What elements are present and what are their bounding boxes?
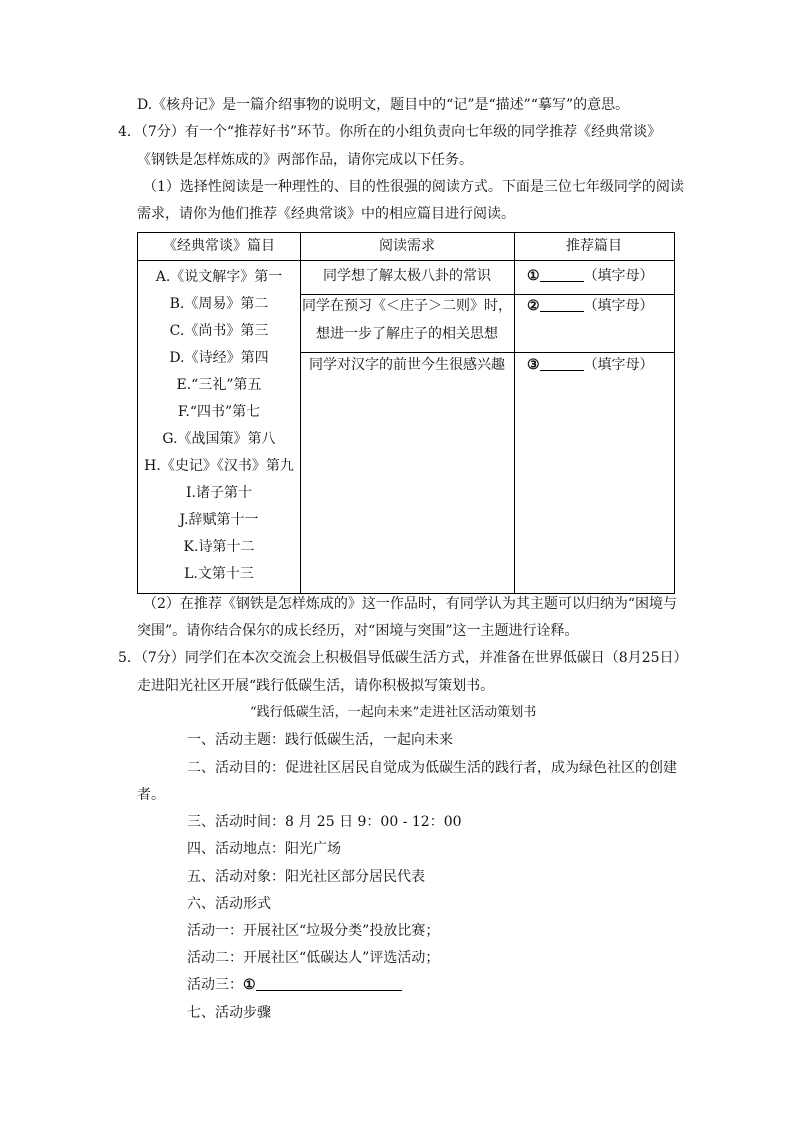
answer-number: ② [527, 298, 540, 314]
answer-hint: （填字母） [583, 268, 654, 284]
plan-activity-1: 活动一：开展社区“垃圾分类”投放比赛； [187, 923, 440, 939]
reading-need-2: 同学在预习《＜庄子＞二则》时， [302, 298, 512, 314]
book-item: L.文第十三 [184, 566, 254, 582]
book-item: K.诗第十二 [183, 539, 255, 555]
q5-stem-line2: 走进阳光社区开展“践行低碳生活，请你积极拟写策划书。 [137, 678, 495, 694]
option-d-text: D.《核舟记》是一篇介绍事物的说明文，题目中的“记”是“描述”“摹写”的意思。 [137, 97, 630, 113]
book-item: H.《史记》《汉书》第九 [144, 458, 294, 474]
reading-need-1: 同学想了解太极八卦的常识 [323, 268, 491, 284]
answer-blank[interactable] [540, 267, 584, 282]
answer-row-3 [527, 355, 654, 375]
recommendation-table [137, 232, 675, 594]
book-item: I.诸子第十 [186, 485, 252, 501]
q5-stem-line1: 5．（7分）同学们在本次交流会上积极倡导低碳生活方式，并准备在世界低碳日（8月25日） [118, 650, 688, 666]
book-item: J.辞赋第十一 [179, 512, 259, 528]
plan-item-form: 六、活动形式 [187, 896, 271, 912]
answer-number: ③ [527, 357, 540, 373]
q4-sub1-line2: 需求，请你为他们推荐《经典常谈》中的相应篇目进行阅读。 [137, 206, 515, 222]
answer-row-1 [527, 266, 654, 286]
book-item: F.“四书”第七 [177, 404, 261, 420]
q4-sub2-line1: （2）在推荐《钢铁是怎样炼成的》这一作品时，有同学认为其主题可以归纳为“困境与 [143, 596, 678, 612]
table-divider [514, 233, 515, 593]
answer-number: ① [243, 977, 256, 993]
book-item: A.《说文解字》第一 [155, 269, 283, 285]
answer-blank[interactable] [540, 297, 584, 312]
header-books: 《经典常谈》篇目 [163, 238, 275, 254]
table-divider [138, 260, 674, 261]
answer-number: ① [527, 268, 540, 284]
q4-stem-line1: 4．（7分）有一个“推荐好书”环节。你所在的小组负责向七年级的同学推荐《经典常谈》 [118, 124, 662, 140]
q4-sub1-line1: （1）选择性阅读是一种理性的、目的性很强的阅读方式。下面是三位七年级同学的阅读 [143, 179, 684, 195]
book-item: E.“三礼”第五 [176, 377, 262, 393]
book-item: C.《尚书》第三 [169, 323, 269, 339]
answer-row-2 [527, 296, 654, 316]
header-needs: 阅读需求 [379, 238, 435, 254]
table-divider [300, 233, 301, 593]
reading-need-3: 同学对汉字的前世今生很感兴趣 [309, 357, 505, 373]
answer-hint: （填字母） [583, 298, 654, 314]
plan-item-purpose-cont: 者。 [137, 787, 165, 803]
answer-blank[interactable] [256, 976, 402, 991]
plan-item-steps: 七、活动步骤 [187, 1005, 271, 1021]
plan-item-theme: 一、活动主题：践行低碳生活，一起向未来 [187, 732, 453, 748]
table-divider [300, 352, 674, 353]
plan-activity-2: 活动二：开展社区“低碳达人”评选活动； [187, 950, 440, 966]
plan-item-target: 五、活动对象：阳光社区部分居民代表 [187, 869, 425, 885]
q4-sub2-line2: 突围”。请你结合保尔的成长经历，对“困境与突围”这一主题进行诠释。 [137, 623, 579, 639]
plan-item-place: 四、活动地点：阳光广场 [187, 841, 341, 857]
activity-3-label: 活动三： [187, 977, 243, 993]
header-recommend: 推荐篇目 [566, 238, 622, 254]
plan-item-time: 三、活动时间：8 月 25 日 9：00 - 12：00 [187, 814, 462, 830]
book-item: G.《战国策》第八 [162, 431, 276, 447]
plan-activity-3 [187, 975, 402, 995]
plan-title: “践行低碳生活，一起向未来”走进社区活动策划书 [250, 705, 537, 720]
answer-blank[interactable] [540, 356, 584, 371]
reading-need-2-cont: 想进一步了解庄子的相关思想 [316, 326, 498, 342]
answer-hint: （填字母） [583, 357, 654, 373]
book-item: B.《周易》第二 [169, 296, 269, 312]
book-item: D.《诗经》第四 [169, 350, 269, 366]
table-divider [300, 294, 674, 295]
q4-stem-line2: 《钢铁是怎样炼成的》两部作品，请你完成以下任务。 [137, 152, 473, 168]
plan-item-purpose: 二、活动目的：促进社区居民自觉成为低碳生活的践行者，成为绿色社区的创建 [187, 760, 677, 776]
